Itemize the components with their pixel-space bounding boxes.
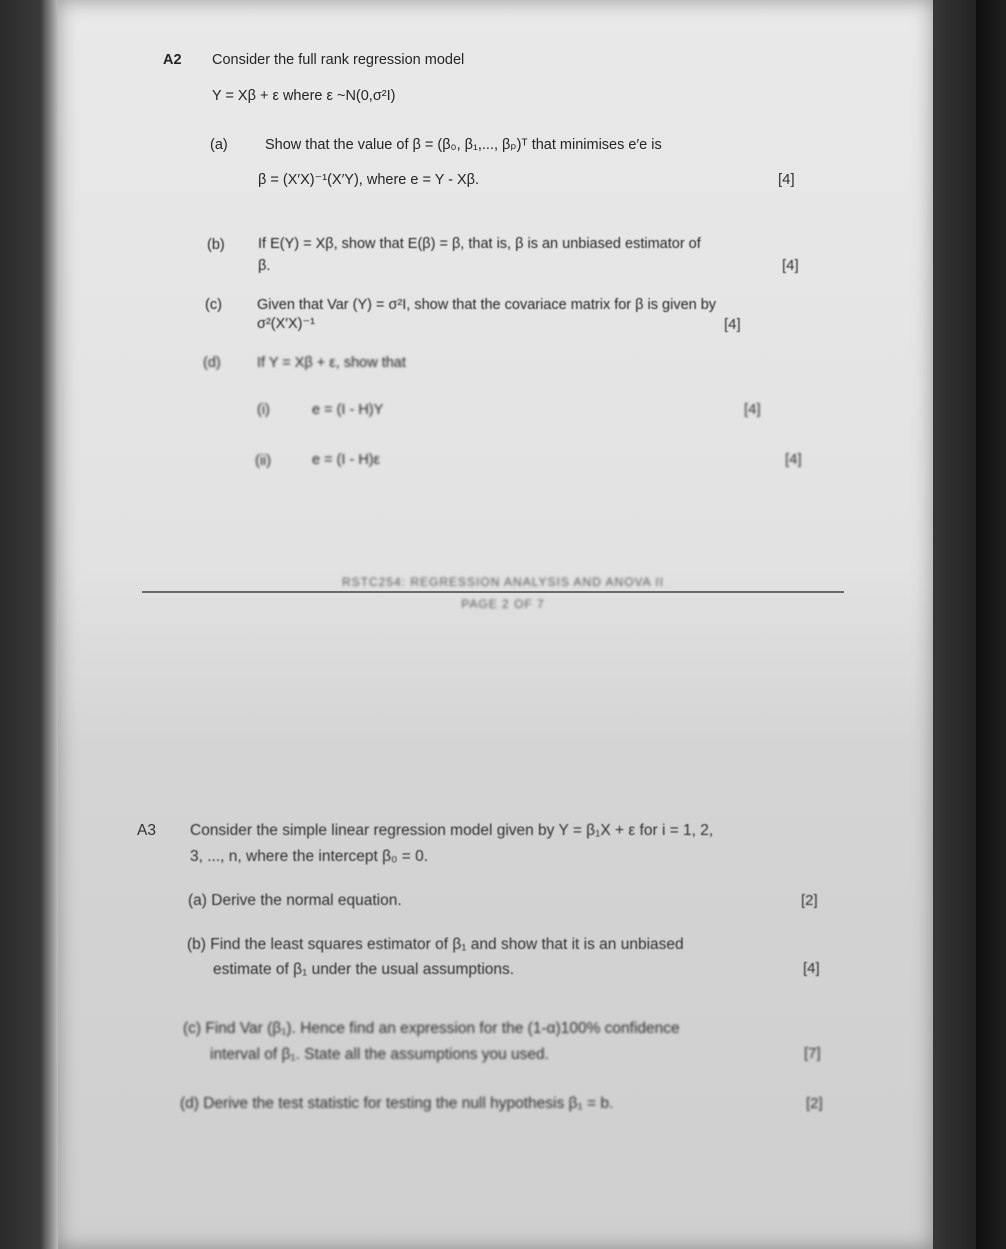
a2-d-label: (d) xyxy=(203,355,221,371)
a3-c-marks: [7] xyxy=(804,1045,821,1062)
a3-label: A3 xyxy=(137,822,156,839)
a3-b-line1: (b) Find the least squares estimator of β₁ and show that it is an unbiased xyxy=(187,936,684,953)
a2-d-i-marks: [4] xyxy=(744,401,761,418)
a2-d-ii-text: e = (I - H)ε xyxy=(312,452,381,468)
a3-b-line2: estimate of β₁ under the usual assumptions. xyxy=(213,961,515,978)
a3-c-line2: interval of β₁. State all the assumptions you used. xyxy=(210,1046,549,1063)
a3-a-marks: [2] xyxy=(801,892,818,909)
a2-a-marks: [4] xyxy=(778,171,795,188)
a2-d-ii-label: (ii) xyxy=(255,453,272,469)
a3-d-marks: [2] xyxy=(806,1095,823,1112)
a2-b-line2: β. xyxy=(258,258,271,274)
a2-a-line2: β = (X′X)⁻¹(X′Y), where e = Y - Xβ. xyxy=(258,172,480,188)
a2-b-label: (b) xyxy=(207,237,225,253)
a2-b-line1: If E(Y) = Xβ, show that E(β) = β, that is, β is an unbiased estimator of xyxy=(258,236,701,252)
a2-b-marks: [4] xyxy=(782,257,799,274)
a2-a-label: (a) xyxy=(210,137,228,153)
a3-d-text: (d) Derive the test statistic for testing the null hypothesis β₁ = b. xyxy=(180,1095,614,1112)
a2-a-line1: Show that the value of β = (β₀, β₁,..., βₚ)ᵀ that minimises e′e is xyxy=(265,137,662,153)
a2-intro: Consider the full rank regression model xyxy=(212,52,465,68)
a2-d-ii-marks: [4] xyxy=(785,451,802,468)
a2-d-line1: If Y = Xβ + ε, show that xyxy=(257,355,406,371)
footer-course: RSTC254: REGRESSION ANALYSIS AND ANOVA II xyxy=(342,575,664,589)
a2-c-line2: σ²(X′X)⁻¹ xyxy=(257,316,315,332)
footer-page-number: PAGE 2 OF 7 xyxy=(461,597,545,611)
a2-c-marks: [4] xyxy=(724,316,741,333)
a2-d-i-text: e = (I - H)Y xyxy=(312,402,384,418)
a2-label: A2 xyxy=(163,52,182,68)
a3-line2: 3, ..., n, where the intercept β₀ = 0. xyxy=(190,848,429,865)
a3-b-marks: [4] xyxy=(803,960,820,977)
a3-line1: Consider the simple linear regression model given by Y = β₁X + ε for i = 1, 2, xyxy=(190,822,714,839)
a2-d-i-label: (i) xyxy=(257,402,270,418)
a3-c-line1: (c) Find Var (β₁). Hence find an expression for the (1-α)100% confidence xyxy=(183,1020,680,1037)
a3-a-text: (a) Derive the normal equation. xyxy=(188,892,402,909)
a2-c-label: (c) xyxy=(205,297,222,313)
a2-model: Y = Xβ + ε where ε ~N(0,σ²I) xyxy=(212,88,396,104)
a2-c-line1: Given that Var (Y) = σ²I, show that the covariace matrix for β is given by xyxy=(257,297,717,313)
